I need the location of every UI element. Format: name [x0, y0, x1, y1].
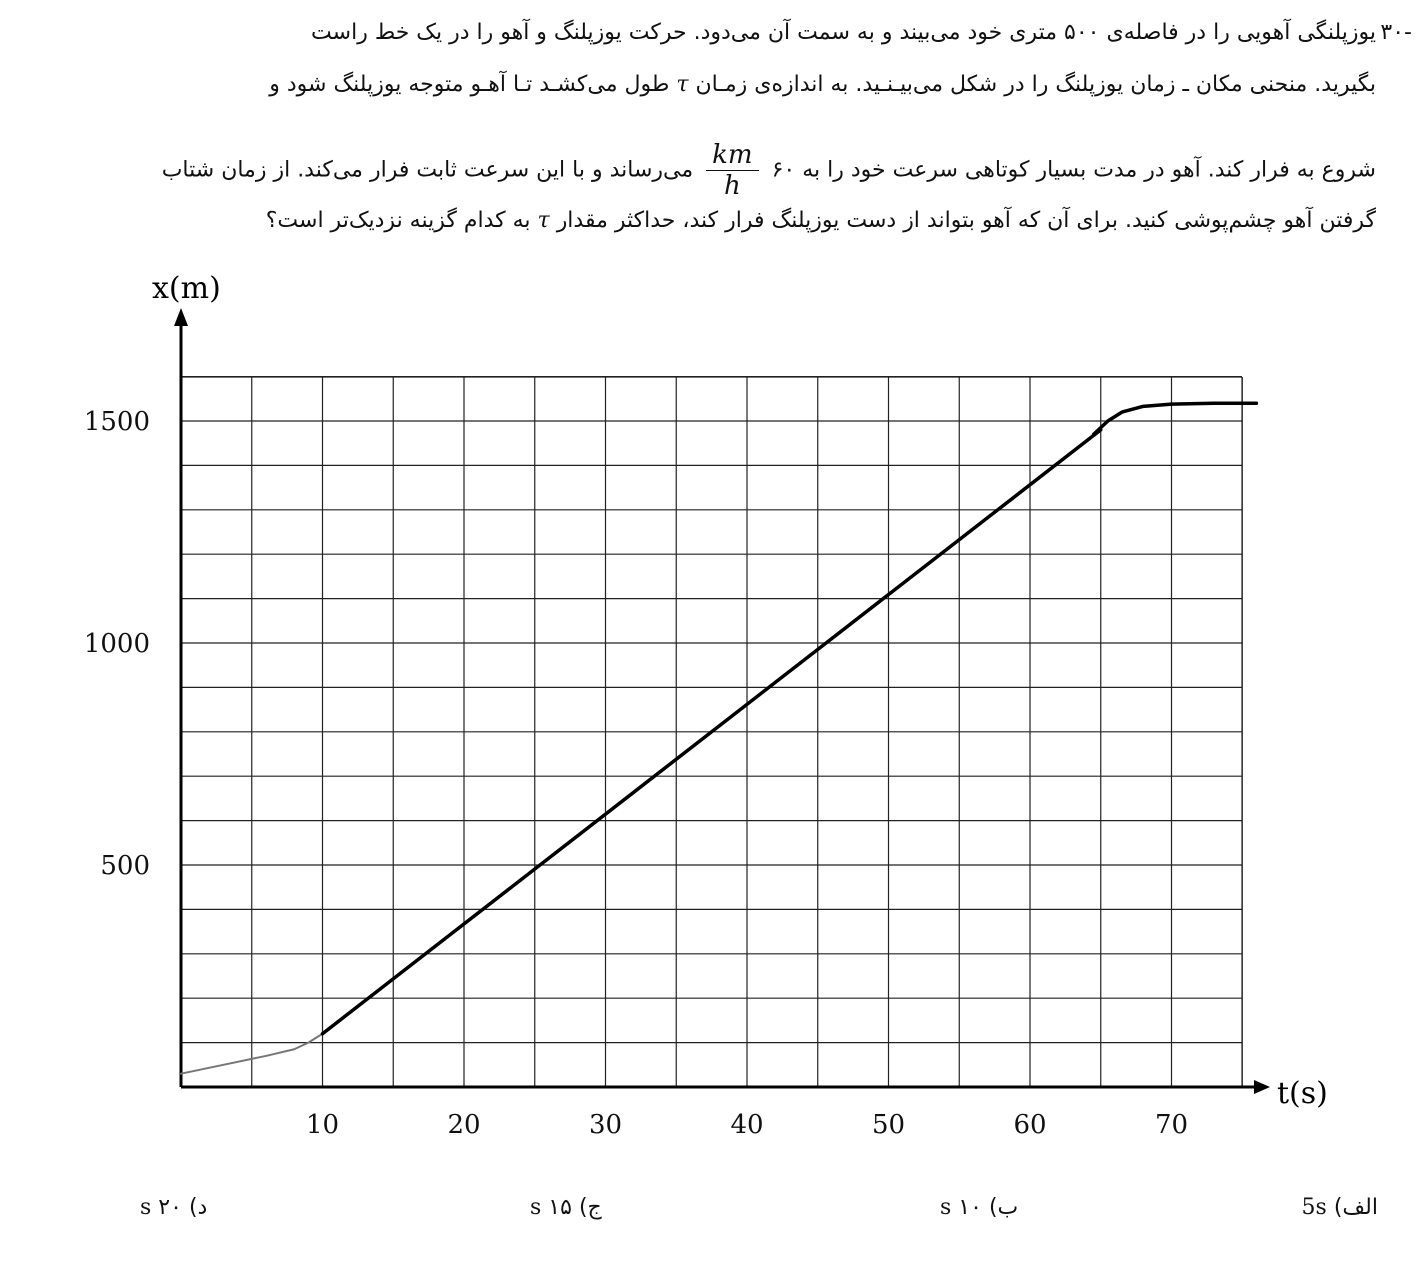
y-tick-label: 500	[100, 851, 150, 881]
x-tick-label: 40	[730, 1110, 764, 1140]
fraction-denominator: h	[723, 171, 741, 201]
tau-symbol-2: τ	[537, 208, 550, 233]
y-axis-label: x(m)	[152, 271, 221, 306]
option-a-value: 5s	[1301, 1195, 1327, 1220]
question-text-line-1: یوزپلنگی آهویی را در فاصله‌ی ۵۰۰ متری خود می‌بیند و به سمت آن می‌دود. حرکت یوزپلنگ و آهو را در یک خط راست	[311, 20, 1376, 45]
chart-tick-labels	[84, 407, 1188, 1140]
x-tick-label: 10	[305, 1110, 340, 1140]
x-axis-label: t(s)	[1277, 1076, 1328, 1111]
x-tick-label: 70	[1154, 1110, 1189, 1140]
x-axis-arrow	[1254, 1080, 1270, 1094]
option-b-value: ۱۰ s	[940, 1195, 982, 1220]
tau-symbol: τ	[676, 72, 689, 97]
chart-axes	[174, 308, 1270, 1094]
series-line-1	[181, 1029, 330, 1073]
option-a-label: الف)	[1333, 1195, 1378, 1220]
fraction-numerator: km	[706, 140, 758, 171]
y-axis-arrow	[174, 308, 188, 326]
x-tick-label: 60	[1013, 1110, 1047, 1140]
question-text-line-4b: به کدام گزینه نزدیک‌تر است؟	[265, 208, 531, 233]
option-c-value: ۱۵ s	[530, 1195, 572, 1220]
x-tick-label: 20	[447, 1110, 481, 1140]
option-d-value: ۲۰ s	[140, 1195, 182, 1220]
series-line-3	[1094, 403, 1257, 434]
option-d-label: د)	[188, 1195, 208, 1220]
option-c-label: ج)	[578, 1195, 602, 1220]
option-c[interactable]	[530, 1195, 602, 1220]
option-d[interactable]	[140, 1195, 207, 1220]
y-tick-label: 1500	[83, 407, 150, 437]
question-text-line-4a: گرفتن آهو چشم‌پوشی کنید. برای آن که آهو بتواند از دست یوزپلنگ فرار کند، حداکثر مقدار	[556, 208, 1376, 233]
x-tick-label: 50	[871, 1110, 906, 1140]
y-tick-label: 1000	[83, 629, 150, 659]
option-a[interactable]	[1302, 1195, 1378, 1220]
question-text-line-2b: طول می‌کشـد تـا آهـو متوجه یوزپلنگ شود و	[269, 72, 670, 97]
chart-series	[181, 403, 1256, 1073]
option-b-label: ب)	[988, 1195, 1019, 1220]
question-text-line-3b: می‌رساند و با این سرعت ثابت فرار می‌کند. از زمان شتاب	[161, 157, 694, 183]
question-text-line-2a: بگیرید. منحنی مکان ـ زمان یوزپلنگ را در شکل می‌بیـنـید. به اندازه‌ی زمـان	[695, 72, 1376, 97]
question-number: -۳۰	[1380, 20, 1412, 45]
question-text-line-3a: شروع به فرار کند. آهو در مدت بسیار کوتاهی سرعت خود را به ۶۰	[771, 157, 1376, 183]
x-tick-label: 30	[588, 1110, 623, 1140]
option-b[interactable]	[940, 1195, 1018, 1220]
